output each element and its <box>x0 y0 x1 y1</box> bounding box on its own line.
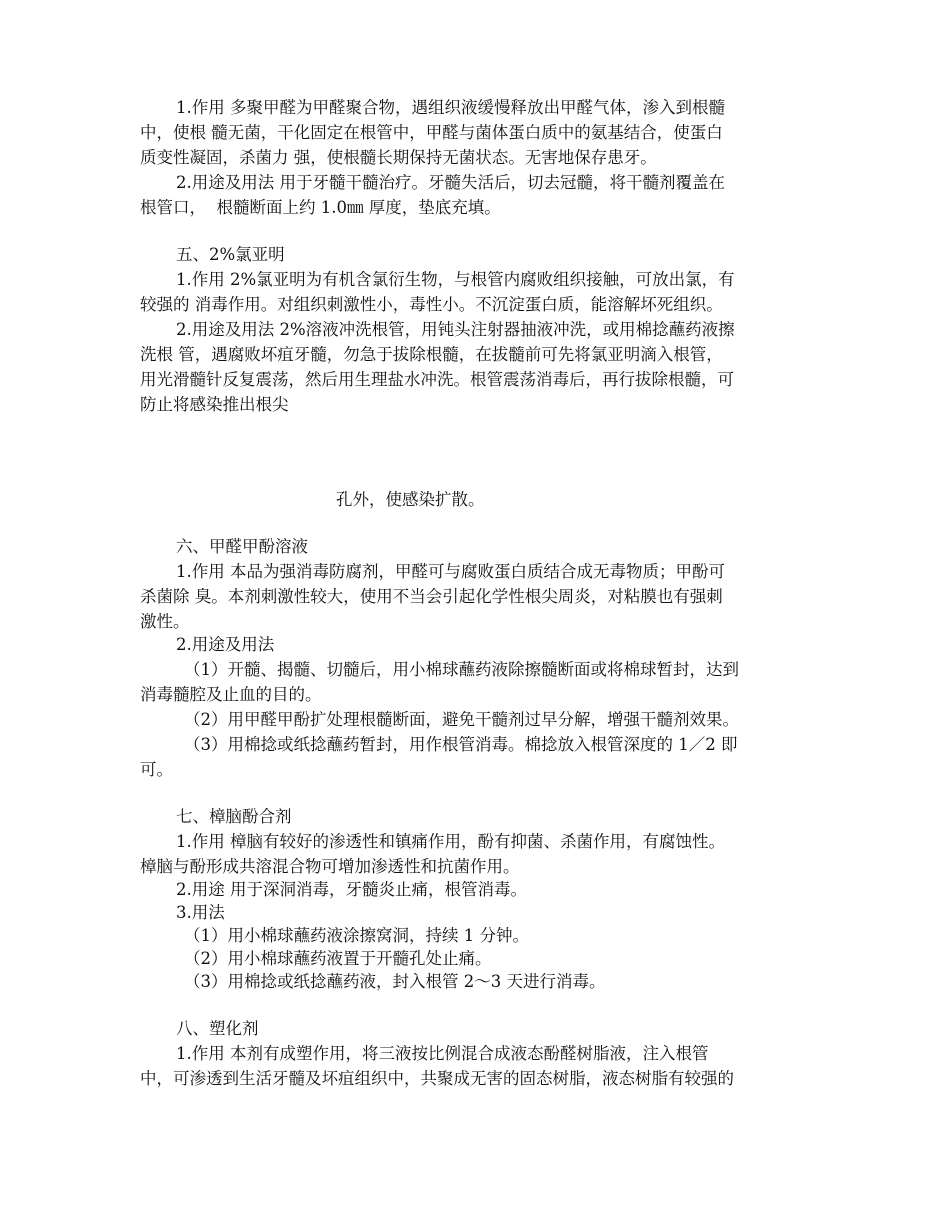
paragraph-line: （1）开髓、揭髓、切髓后，用小棉球蘸药液除擦髓断面或将棉球暂封，达到 <box>184 660 739 679</box>
paragraph-line: 消毒髓腔及止血的目的。 <box>140 685 322 704</box>
paragraph-line: 1.作用 多聚甲醛为甲醛聚合物，遇组织液缓慢释放出甲醛气体，渗入到根髓 <box>176 98 725 117</box>
section-heading: 八、塑化剂 <box>176 1019 259 1038</box>
paragraph-line: 1.作用 樟脑有较好的渗透性和镇痛作用，酚有抑菌、杀菌作用，有腐蚀性。 <box>176 832 725 851</box>
paragraph-line: 质变性凝固，杀菌力 强，使根髓长期保持无菌状态。无害地保存患牙。 <box>140 148 657 167</box>
paragraph-line: 激性。 <box>140 612 190 631</box>
section-heading: 五、2%氯亚明 <box>176 245 285 264</box>
paragraph-line: 樟脑与酚形成共溶混合物可增加渗透性和抗菌作用。 <box>140 857 520 876</box>
paragraph-line: 较强的 消毒作用。对组织刺激性小，毒性小。不沉淀蛋白质，能溶解坏死组织。 <box>140 295 723 314</box>
paragraph-line: （2）用小棉球蘸药液置于开髓孔处止痛。 <box>184 949 492 968</box>
paragraph-line: 防止将感染推出根尖 <box>140 395 289 414</box>
paragraph-line: 3.用法 <box>176 903 225 922</box>
paragraph-line: 1.作用 2%氯亚明为有机含氯衍生物，与根管内腐败组织接触，可放出氯，有 <box>176 270 735 289</box>
paragraph-line: 1.作用 本品为强消毒防腐剂，甲醛可与腐败蛋白质结合成无毒物质；甲酚可 <box>176 562 725 581</box>
paragraph-line: 用光滑髓针反复震荡，然后用生理盐水冲洗。根管震荡消毒后，再行拔除根髓，可 <box>140 370 734 389</box>
section-heading: 六、甲醛甲酚溶液 <box>176 537 308 556</box>
paragraph-line: （1）用小棉球蘸药液涂擦窝洞，持续 1 分钟。 <box>184 926 529 945</box>
paragraph-line: 中，可渗透到生活牙髓及坏疽组织中，共聚成无害的固态树脂，液态树脂有较强的 <box>140 1069 734 1088</box>
paragraph-line: 可。 <box>140 760 173 779</box>
paragraph-line: （3）用棉捻或纸捻蘸药液，封入根管 2～3 天进行消毒。 <box>184 972 606 991</box>
paragraph-line: 2.用途及用法 2%溶液冲洗根管，用钝头注射器抽液冲洗，或用棉捻蘸药液擦 <box>176 320 735 339</box>
paragraph-line: 洗根 管，遇腐败坏疽牙髓，勿急于拔除根髓，在拔髓前可先将氯亚明滴入根管， <box>140 345 723 364</box>
paragraph-line: 1.作用 本剂有成塑作用，将三液按比例混合成液态酚醛树脂液，注入根管 <box>176 1044 709 1063</box>
paragraph-line: （3）用棉捻或纸捻蘸药暂封，用作根管消毒。棉捻放入根管深度的 1／2 即 <box>184 735 738 754</box>
paragraph-line: 孔外，使感染扩散。 <box>336 490 485 509</box>
paragraph-line: 2.用途及用法 用于牙髓干髓治疗。牙髓失活后，切去冠髓，将干髓剂覆盖在 <box>176 173 725 192</box>
section-heading: 七、樟脑酚合剂 <box>176 807 292 826</box>
paragraph-line: 2.用途及用法 <box>176 635 275 654</box>
paragraph-line: （2）用甲醛甲酚扩处理根髓断面，避免干髓剂过早分解，增强干髓剂效果。 <box>184 710 739 729</box>
paragraph-line: 2.用途 用于深洞消毒，牙髓炎止痛，根管消毒。 <box>176 880 527 899</box>
paragraph-line: 根管口， 根髓断面上约 1.0㎜ 厚度，垫底充填。 <box>140 198 501 217</box>
paragraph-line: 中，使根 髓无菌，干化固定在根管中，甲醛与菌体蛋白质中的氨基结合，使蛋白 <box>140 123 723 142</box>
paragraph-line: 杀菌除 臭。本剂刺激性较大，使用不当会引起化学性根尖周炎，对粘膜也有强刺 <box>140 587 723 606</box>
